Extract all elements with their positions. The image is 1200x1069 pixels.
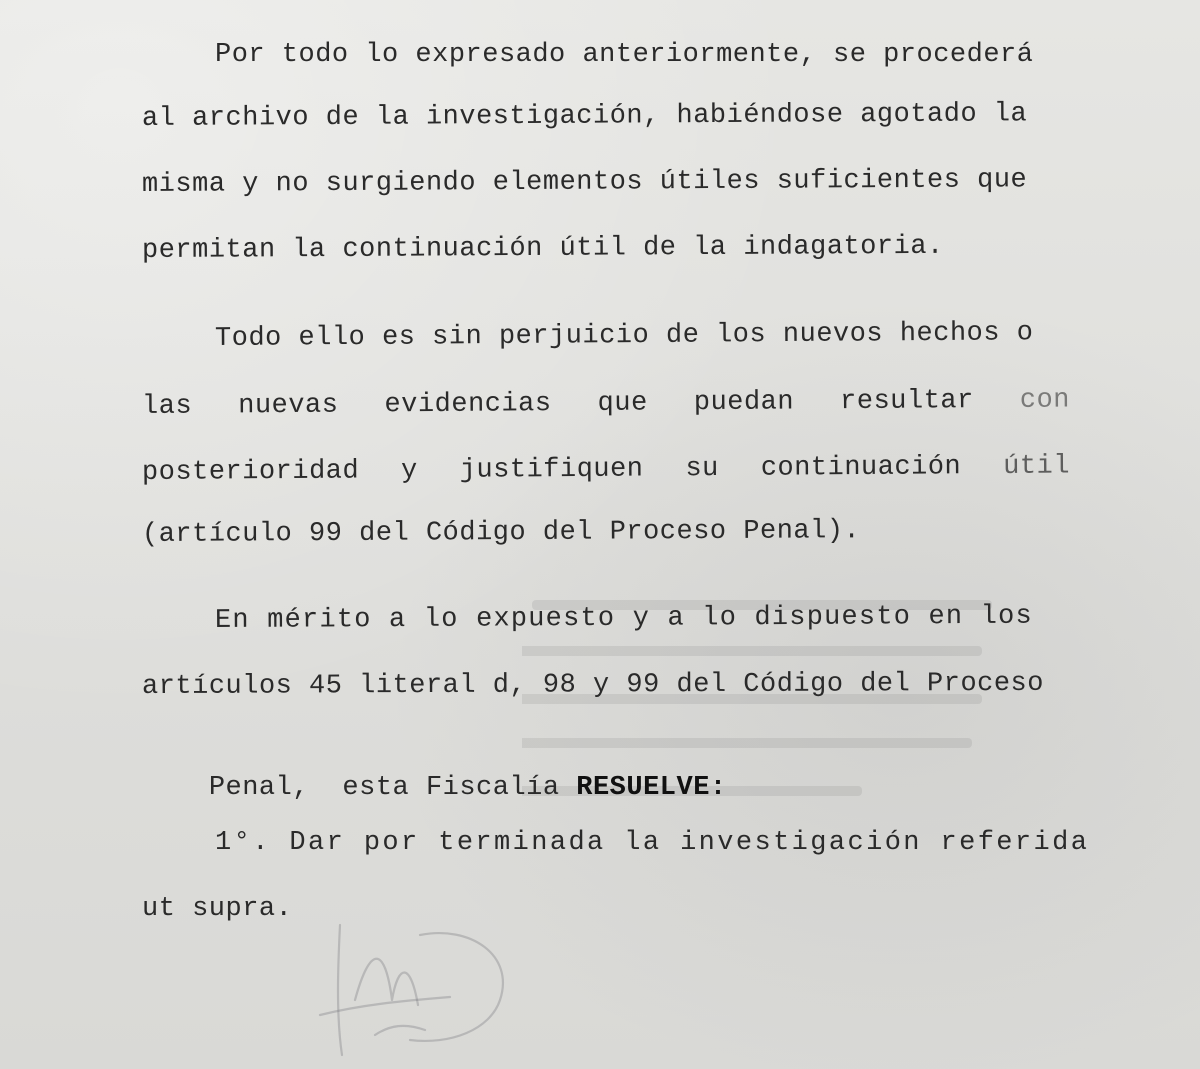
- word: justifiquen: [459, 454, 644, 486]
- word: evidencias: [384, 389, 552, 421]
- paragraph-3-line-3: [142, 737, 727, 839]
- paragraph-4-line-2: ut supra.: [142, 894, 293, 924]
- word: y: [400, 456, 418, 487]
- paragraph-2-line-2: [142, 384, 1070, 424]
- word: las: [141, 391, 193, 422]
- word: útil: [1003, 451, 1071, 482]
- paragraph-1-line-3: misma y no surgiendo elementos útiles suficientes que: [141, 165, 1028, 200]
- paragraph-2-line-3: [142, 450, 1070, 490]
- word: su: [685, 453, 719, 485]
- word: puedan: [693, 387, 795, 419]
- word: que: [597, 388, 648, 419]
- paragraph-3-line-1: En mérito a lo expuesto y a lo dispuesto en los: [214, 601, 1034, 636]
- resolution-intro-text: Penal, esta Fiscalía: [208, 773, 577, 803]
- signature-mark: [300, 905, 560, 1065]
- word: continuación: [760, 452, 962, 484]
- word: nuevas: [238, 390, 339, 422]
- paragraph-4-line-1: 1°. Dar por terminada la investigación referida: [215, 828, 1090, 858]
- paragraph-2-line-4: (artículo 99 del Código del Proceso Penal).: [141, 516, 861, 550]
- word: con: [1019, 385, 1071, 416]
- paragraph-1-line-1: Por todo lo expresado anteriormente, se procederá: [215, 40, 1034, 70]
- paragraph-3-line-2: artículos 45 literal d, 98 y 99 del Código del Proceso: [141, 668, 1045, 702]
- paragraph-2-line-1: Todo ello es sin perjuicio de los nuevos hechos o: [214, 318, 1034, 354]
- word: resultar: [840, 386, 974, 418]
- word: posterioridad: [141, 456, 360, 488]
- paragraph-1-line-4: permitan la continuación útil de la indagatoria.: [141, 231, 944, 266]
- paragraph-1-line-2: al archivo de la investigación, habiéndose agotado la: [141, 99, 1028, 134]
- resolution-heading: RESUELVE:: [576, 773, 727, 803]
